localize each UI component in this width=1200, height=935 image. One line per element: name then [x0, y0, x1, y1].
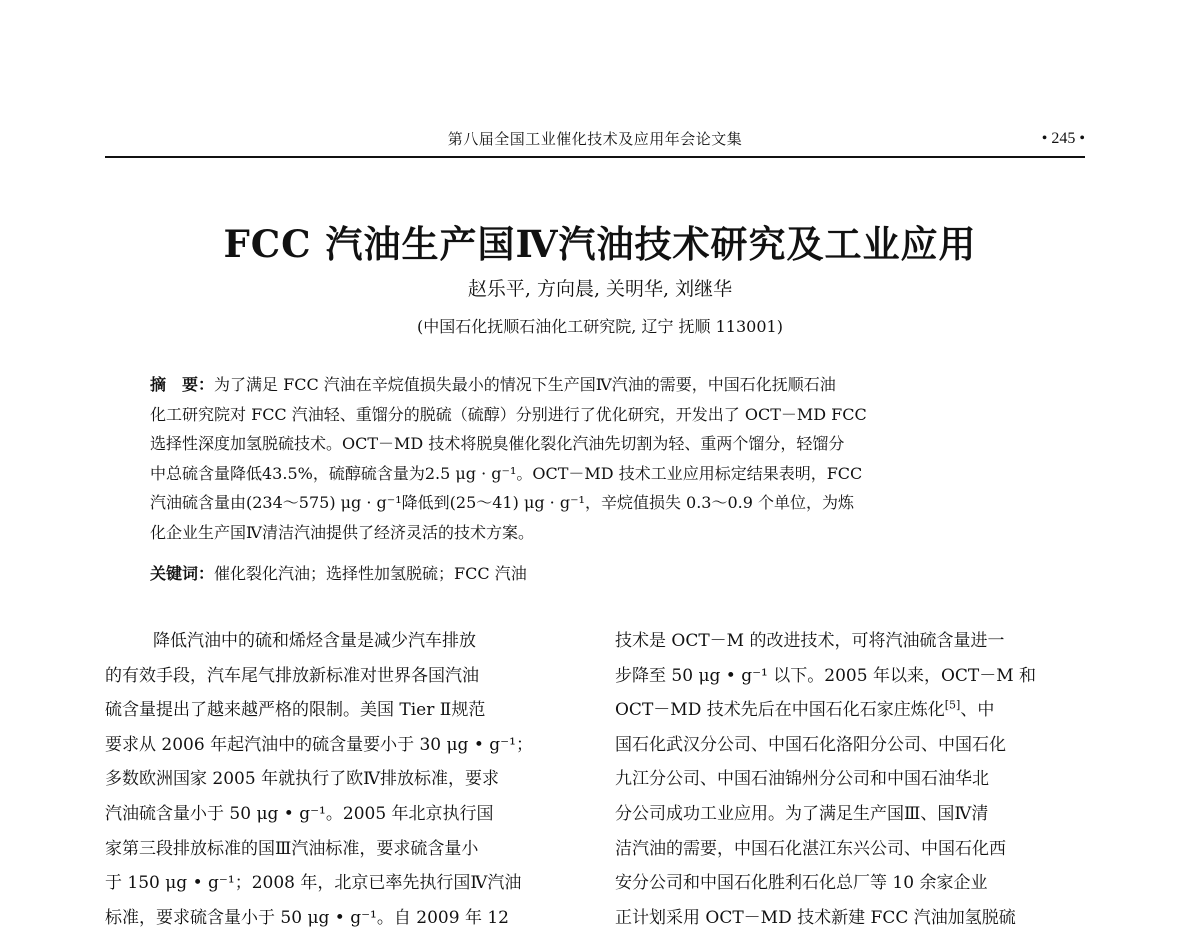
body-line: 多数欧洲国家 2005 年就执行了欧Ⅳ排放标准，要求	[105, 769, 500, 790]
body-line: 技术是 OCT－M 的改进技术，可将汽油硫含量进一	[615, 631, 1005, 651]
page-number: • 245 •	[1041, 130, 1085, 147]
body-line: 步降至 50 μg • g⁻¹ 以下。2005 年以来，OCT－M 和	[615, 665, 1037, 686]
abstract-line: 化企业生产国Ⅳ清洁汽油提供了经济灵活的技术方案。	[150, 522, 534, 542]
body-line: 分公司成功工业应用。为了满足生产国Ⅲ、国Ⅳ清	[615, 803, 989, 824]
body-column-right	[615, 624, 1085, 935]
abstract-label: 摘 要：	[150, 375, 215, 394]
body-line: 国石化武汉分公司、中国石化洛阳分公司、中国石化	[615, 734, 1006, 755]
keywords	[150, 561, 527, 584]
author-list: 赵乐平, 方向晨, 关明华, 刘继华	[467, 278, 733, 300]
body-line: 汽油硫含量小于 50 μg • g⁻¹。2005 年北京执行国	[105, 803, 494, 824]
journal-title: 第八届全国工业催化技术及应用年会论文集	[447, 130, 743, 148]
keywords-label: 关键词：	[150, 564, 215, 583]
body-text: 、中	[960, 700, 995, 721]
body-line	[615, 693, 1085, 728]
body-line: 家第三段排放标准的国Ⅲ汽油标准，要求硫含量小	[105, 838, 479, 859]
body-line: 标准，要求硫含量小于 50 μg • g⁻¹。自 2009 年 12	[105, 907, 509, 928]
body-line: 洁汽油的需要，中国石化湛江东兴公司、中国石化西	[615, 838, 1006, 859]
body-column-left	[105, 624, 575, 935]
abstract-text: 为了满足 FCC 汽油在辛烷值损失最小的情况下生产国Ⅳ汽油的需要，中国石化抚顺石油	[214, 375, 836, 394]
body-text: OCT－MD 技术先后在中国石化石家庄炼化	[615, 700, 945, 721]
body-line: 于 150 μg • g⁻¹；2008 年，北京已率先执行国Ⅳ汽油	[105, 873, 522, 894]
body-line: 安分公司和中国石化胜利石化总厂等 10 余家企业	[615, 873, 988, 894]
affiliation: (中国石化抚顺石油化工研究院, 辽宁 抚顺 113001)	[417, 317, 783, 336]
body-line: 硫含量提出了越来越严格的限制。美国 Tier Ⅱ规范	[105, 700, 486, 721]
body-line: 的有效手段，汽车尾气排放新标准对世界各国汽油	[105, 665, 479, 686]
body-line: 降低汽油中的硫和烯烃含量是减少汽车排放	[153, 631, 476, 651]
abstract	[150, 370, 1055, 547]
body-line: 九江分公司、中国石油锦州分公司和中国石油华北	[615, 769, 989, 790]
keywords-text: 催化裂化汽油；选择性加氢脱硫；FCC 汽油	[214, 564, 527, 583]
abstract-line	[150, 370, 1055, 400]
running-header	[105, 122, 1085, 158]
body-line: 正计划采用 OCT－MD 技术新建 FCC 汽油加氢脱硫	[615, 907, 1016, 928]
abstract-line: 汽油硫含量由(234～575) μg · g⁻¹降低到(25～41) μg · g⁻¹，辛烷值损失 0.3～0.9 个单位，为炼	[150, 493, 855, 512]
paper-title: FCC 汽油生产国Ⅳ汽油技术研究及工业应用	[223, 222, 977, 266]
abstract-line: 选择性深度加氢脱硫技术。OCT－MD 技术将脱臭催化裂化汽油先切割为轻、重两个馏分，轻馏分	[150, 434, 845, 453]
reference-marker[interactable]: [5]	[944, 698, 961, 712]
body-line: 要求从 2006 年起汽油中的硫含量要小于 30 μg • g⁻¹；	[105, 734, 533, 755]
abstract-line: 化工研究院对 FCC 汽油轻、重馏分的脱硫（硫醇）分别进行了优化研究，开发出了 OCT－MD FCC	[150, 404, 867, 424]
abstract-line: 中总硫含量降低43.5%，硫醇硫含量为2.5 μg · g⁻¹。OCT－MD 技术工业应用标定结果表明，FCC	[150, 463, 863, 483]
